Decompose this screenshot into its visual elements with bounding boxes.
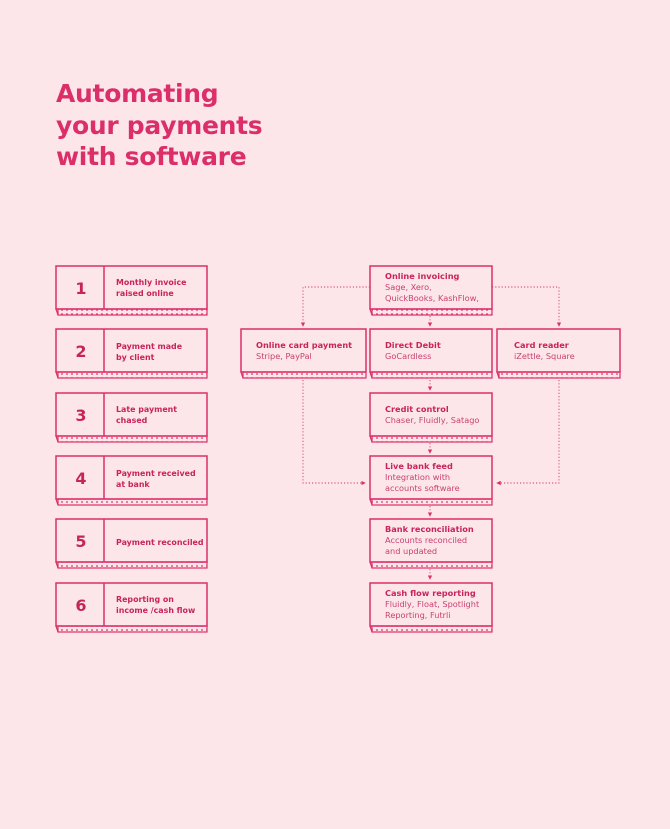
step-label-4 [116,468,211,490]
flow-card-reader-line-1: iZettle, Square [514,351,575,361]
step-label-5-line-1: Payment reconciled [116,538,204,547]
step-label-6-line-2: income /cash flow [116,606,196,615]
flow-card-payment-line-1: Stripe, PayPal [256,351,312,361]
step-label-2-line-2: by client [116,353,155,362]
step-label-6 [116,594,211,616]
step-number-2: 2 [75,342,87,361]
flow-invoicing-line-2: QuickBooks, KashFlow, [385,293,479,303]
step-label-1 [116,277,211,299]
flow-reconciliation-line-2: and updated [385,546,438,556]
flow-cash-flow-title: Cash flow reporting [385,588,476,598]
flow-direct-debit-line-1: GoCardless [385,351,432,361]
flow-credit-control-title: Credit control [385,404,449,414]
step-label-6-line-1: Reporting on [116,595,174,604]
connectors [303,287,559,483]
step-label-1-line-2: raised online [116,289,174,298]
flow-text-invoicing [385,271,489,304]
flow-bank-feed-line-1: Integration with [385,472,451,482]
connector-invoicing-to-card-payment [303,287,370,326]
title-line-3: with software [56,142,247,171]
flow-cash-flow-line-1: Fluidly, Float, Spotlight [385,599,480,609]
step-number-3: 3 [75,406,87,425]
flow-cash-flow-line-2: Reporting, Futrli [385,610,451,620]
flow-reconciliation-title: Bank reconciliation [385,524,474,534]
flow-text-card-reader [514,340,618,362]
step-number-5: 5 [75,532,87,551]
flow-invoicing-title: Online invoicing [385,271,460,281]
flow-credit-control-line-1: Chaser, Fluidly, Satago [385,415,480,425]
flow-reconciliation-line-1: Accounts reconciled [385,535,468,545]
step-label-5 [116,537,211,548]
step-number-4: 4 [75,469,87,488]
flow-text-reconciliation [385,524,489,557]
step-label-4-line-2: at bank [116,480,150,489]
flow-text-credit-control [385,404,489,426]
flow-text-card-payment [256,340,364,362]
flow-direct-debit-title: Direct Debit [385,340,441,350]
step-label-3-line-1: Late payment [116,405,178,414]
step-label-1-line-1: Monthly invoice [116,278,187,287]
flow-text-cash-flow [385,588,489,621]
connector-invoicing-to-card-reader [492,287,559,326]
step-label-4-line-1: Payment received [116,469,196,478]
connector-card-reader-to-bank-feed [497,380,559,483]
step-label-2 [116,341,211,363]
flow-text-bank-feed [385,461,489,494]
flow-text-direct-debit [385,340,489,362]
step-label-3 [116,404,211,426]
title-line-1: Automating [56,79,219,108]
flow-invoicing-line-1: Sage, Xero, [385,282,432,292]
connector-card-payment-to-bank-feed [303,380,365,483]
flow-card-reader-title: Card reader [514,340,569,350]
step-label-3-line-2: chased [116,416,148,425]
title-line-2: your payments [56,110,263,140]
step-label-2-line-1: Payment made [116,342,183,351]
step-number-1: 1 [75,279,87,298]
flow-bank-feed-title: Live bank feed [385,461,453,471]
flow-card-payment-title: Online card payment [256,340,353,350]
flow-bank-feed-line-2: accounts software [385,483,460,493]
step-number-6: 6 [75,596,87,615]
